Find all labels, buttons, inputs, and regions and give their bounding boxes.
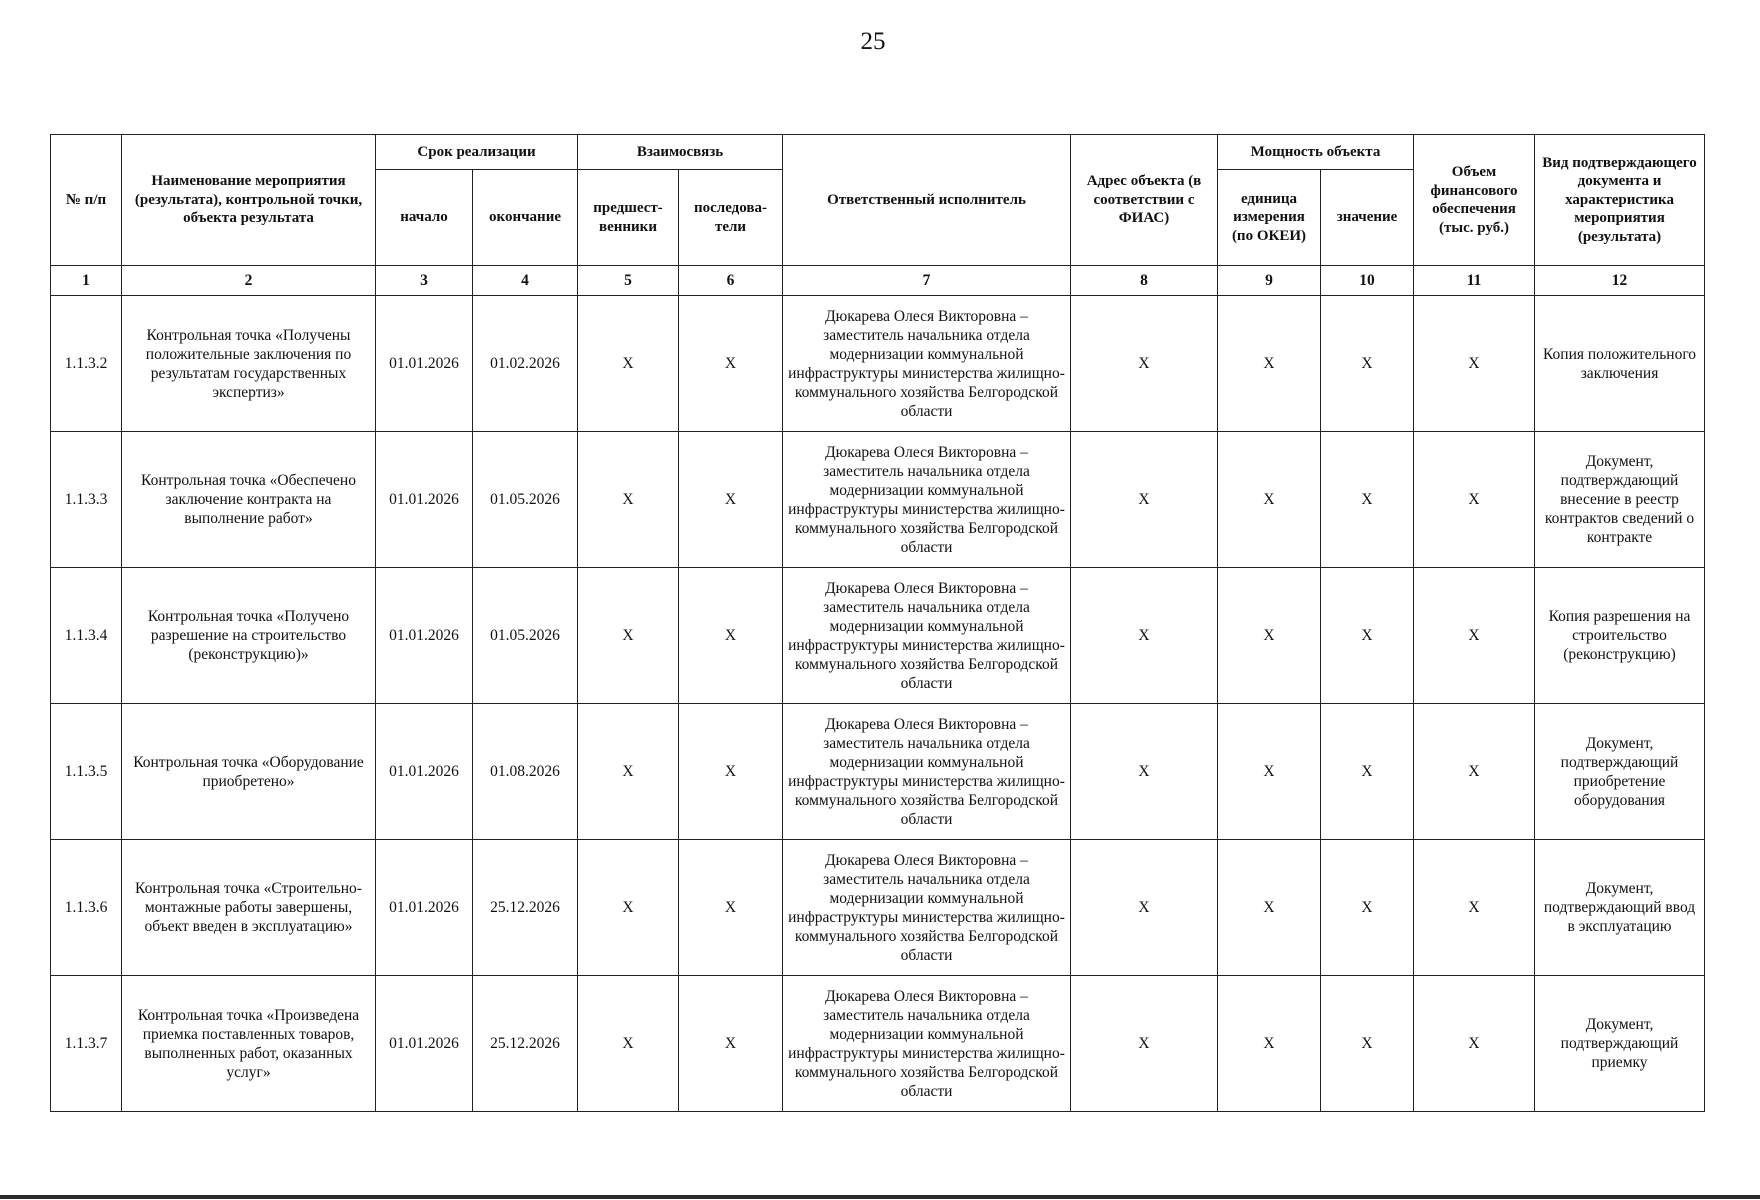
row-value: X: [1321, 976, 1414, 1112]
row-value: X: [1321, 704, 1414, 840]
row-unit: X: [1218, 840, 1321, 976]
column-number: 7: [783, 266, 1071, 296]
row-executor: Дюкарева Олеся Викторовна – заместитель начальника отдела модернизации коммунальной инфраструктуры министерства жилищно-коммунального хозяйства Белгородской области: [783, 704, 1071, 840]
column-number: 9: [1218, 266, 1321, 296]
header-start: начало: [376, 170, 473, 266]
row-num: 1.1.3.5: [51, 704, 122, 840]
row-pred: X: [578, 296, 679, 432]
header-succ: последова-тели: [679, 170, 783, 266]
plan-table: [50, 134, 1705, 1112]
header-value: значение: [1321, 170, 1414, 266]
column-number: 4: [473, 266, 578, 296]
column-number: 8: [1071, 266, 1218, 296]
row-doc: Документ, подтверждающий приобретение оборудования: [1535, 704, 1705, 840]
header-unit: единица измерения (по ОКЕИ): [1218, 170, 1321, 266]
header-finance: Объем финансового обеспечения (тыс. руб.): [1414, 135, 1535, 266]
row-finance: X: [1414, 704, 1535, 840]
column-number: 11: [1414, 266, 1535, 296]
table-body: [51, 296, 1705, 1112]
row-start: 01.01.2026: [376, 976, 473, 1112]
row-pred: X: [578, 432, 679, 568]
header-name: Наименование мероприятия (результата), контрольной точки, объекта результата: [122, 135, 376, 266]
row-name: Контрольная точка «Получено разрешение на строительство (реконструкцию)»: [122, 568, 376, 704]
row-name: Контрольная точка «Обеспечено заключение контракта на выполнение работ»: [122, 432, 376, 568]
row-value: X: [1321, 432, 1414, 568]
row-address: X: [1071, 568, 1218, 704]
row-value: X: [1321, 568, 1414, 704]
column-number: 1: [51, 266, 122, 296]
row-end: 25.12.2026: [473, 976, 578, 1112]
row-name: Контрольная точка «Строительно-монтажные работы завершены, объект введен в эксплуатацию»: [122, 840, 376, 976]
column-number: 5: [578, 266, 679, 296]
table-row: [51, 296, 1705, 432]
row-address: X: [1071, 840, 1218, 976]
row-unit: X: [1218, 976, 1321, 1112]
row-num: 1.1.3.6: [51, 840, 122, 976]
header-executor: Ответственный исполнитель: [783, 135, 1071, 266]
row-finance: X: [1414, 432, 1535, 568]
row-executor: Дюкарева Олеся Викторовна – заместитель начальника отдела модернизации коммунальной инфраструктуры министерства жилищно-коммунального хозяйства Белгородской области: [783, 568, 1071, 704]
header-power-group: Мощность объекта: [1218, 135, 1414, 170]
column-number: 12: [1535, 266, 1705, 296]
table-row: [51, 976, 1705, 1112]
row-num: 1.1.3.4: [51, 568, 122, 704]
column-numbers-row: [51, 266, 1705, 296]
row-succ: X: [679, 568, 783, 704]
row-doc: Документ, подтверждающий приемку: [1535, 976, 1705, 1112]
row-unit: X: [1218, 568, 1321, 704]
table-row: [51, 840, 1705, 976]
scan-bottom-edge: [0, 1195, 1760, 1199]
table-row: [51, 432, 1705, 568]
row-succ: X: [679, 296, 783, 432]
row-pred: X: [578, 840, 679, 976]
row-name: Контрольная точка «Оборудование приобретено»: [122, 704, 376, 840]
row-start: 01.01.2026: [376, 568, 473, 704]
row-num: 1.1.3.3: [51, 432, 122, 568]
row-start: 01.01.2026: [376, 704, 473, 840]
row-executor: Дюкарева Олеся Викторовна – заместитель начальника отдела модернизации коммунальной инфраструктуры министерства жилищно-коммунального хозяйства Белгородской области: [783, 432, 1071, 568]
row-unit: X: [1218, 432, 1321, 568]
row-finance: X: [1414, 976, 1535, 1112]
row-succ: X: [679, 704, 783, 840]
column-number: 2: [122, 266, 376, 296]
column-number: 10: [1321, 266, 1414, 296]
header-pred: предшест-венники: [578, 170, 679, 266]
row-executor: Дюкарева Олеся Викторовна – заместитель начальника отдела модернизации коммунальной инфраструктуры министерства жилищно-коммунального хозяйства Белгородской области: [783, 296, 1071, 432]
row-name: Контрольная точка «Получены положительные заключения по результатам государственных экспертиз»: [122, 296, 376, 432]
row-doc: Документ, подтверждающий внесение в реестр контрактов сведений о контракте: [1535, 432, 1705, 568]
row-doc: Документ, подтверждающий ввод в эксплуатацию: [1535, 840, 1705, 976]
row-num: 1.1.3.7: [51, 976, 122, 1112]
row-end: 01.08.2026: [473, 704, 578, 840]
row-unit: X: [1218, 296, 1321, 432]
column-number: 6: [679, 266, 783, 296]
row-start: 01.01.2026: [376, 840, 473, 976]
row-address: X: [1071, 976, 1218, 1112]
row-pred: X: [578, 976, 679, 1112]
row-pred: X: [578, 704, 679, 840]
header-term-group: Срок реализации: [376, 135, 578, 170]
header-doc: Вид подтверждающего документа и характеристика мероприятия (результата): [1535, 135, 1705, 266]
row-doc: Копия положительного заключения: [1535, 296, 1705, 432]
row-succ: X: [679, 976, 783, 1112]
row-succ: X: [679, 432, 783, 568]
row-pred: X: [578, 568, 679, 704]
header-address: Адрес объекта (в соответствии с ФИАС): [1071, 135, 1218, 266]
header-link-group: Взаимосвязь: [578, 135, 783, 170]
row-finance: X: [1414, 296, 1535, 432]
row-name: Контрольная точка «Произведена приемка поставленных товаров, выполненных работ, оказанных услуг»: [122, 976, 376, 1112]
row-finance: X: [1414, 840, 1535, 976]
row-start: 01.01.2026: [376, 296, 473, 432]
row-address: X: [1071, 432, 1218, 568]
table-row: [51, 704, 1705, 840]
row-address: X: [1071, 704, 1218, 840]
row-executor: Дюкарева Олеся Викторовна – заместитель начальника отдела модернизации коммунальной инфраструктуры министерства жилищно-коммунального хозяйства Белгородской области: [783, 976, 1071, 1112]
row-address: X: [1071, 296, 1218, 432]
row-unit: X: [1218, 704, 1321, 840]
header-end: окончание: [473, 170, 578, 266]
table-row: [51, 568, 1705, 704]
row-start: 01.01.2026: [376, 432, 473, 568]
column-number: 3: [376, 266, 473, 296]
row-end: 01.05.2026: [473, 568, 578, 704]
row-finance: X: [1414, 568, 1535, 704]
row-executor: Дюкарева Олеся Викторовна – заместитель начальника отдела модернизации коммунальной инфраструктуры министерства жилищно-коммунального хозяйства Белгородской области: [783, 840, 1071, 976]
page-number: 25: [860, 28, 886, 55]
row-end: 25.12.2026: [473, 840, 578, 976]
row-num: 1.1.3.2: [51, 296, 122, 432]
row-value: X: [1321, 296, 1414, 432]
row-doc: Копия разрешения на строительство (реконструкцию): [1535, 568, 1705, 704]
table-header: [51, 135, 1705, 296]
row-value: X: [1321, 840, 1414, 976]
row-succ: X: [679, 840, 783, 976]
row-end: 01.02.2026: [473, 296, 578, 432]
row-end: 01.05.2026: [473, 432, 578, 568]
header-num: № п/п: [51, 135, 122, 266]
